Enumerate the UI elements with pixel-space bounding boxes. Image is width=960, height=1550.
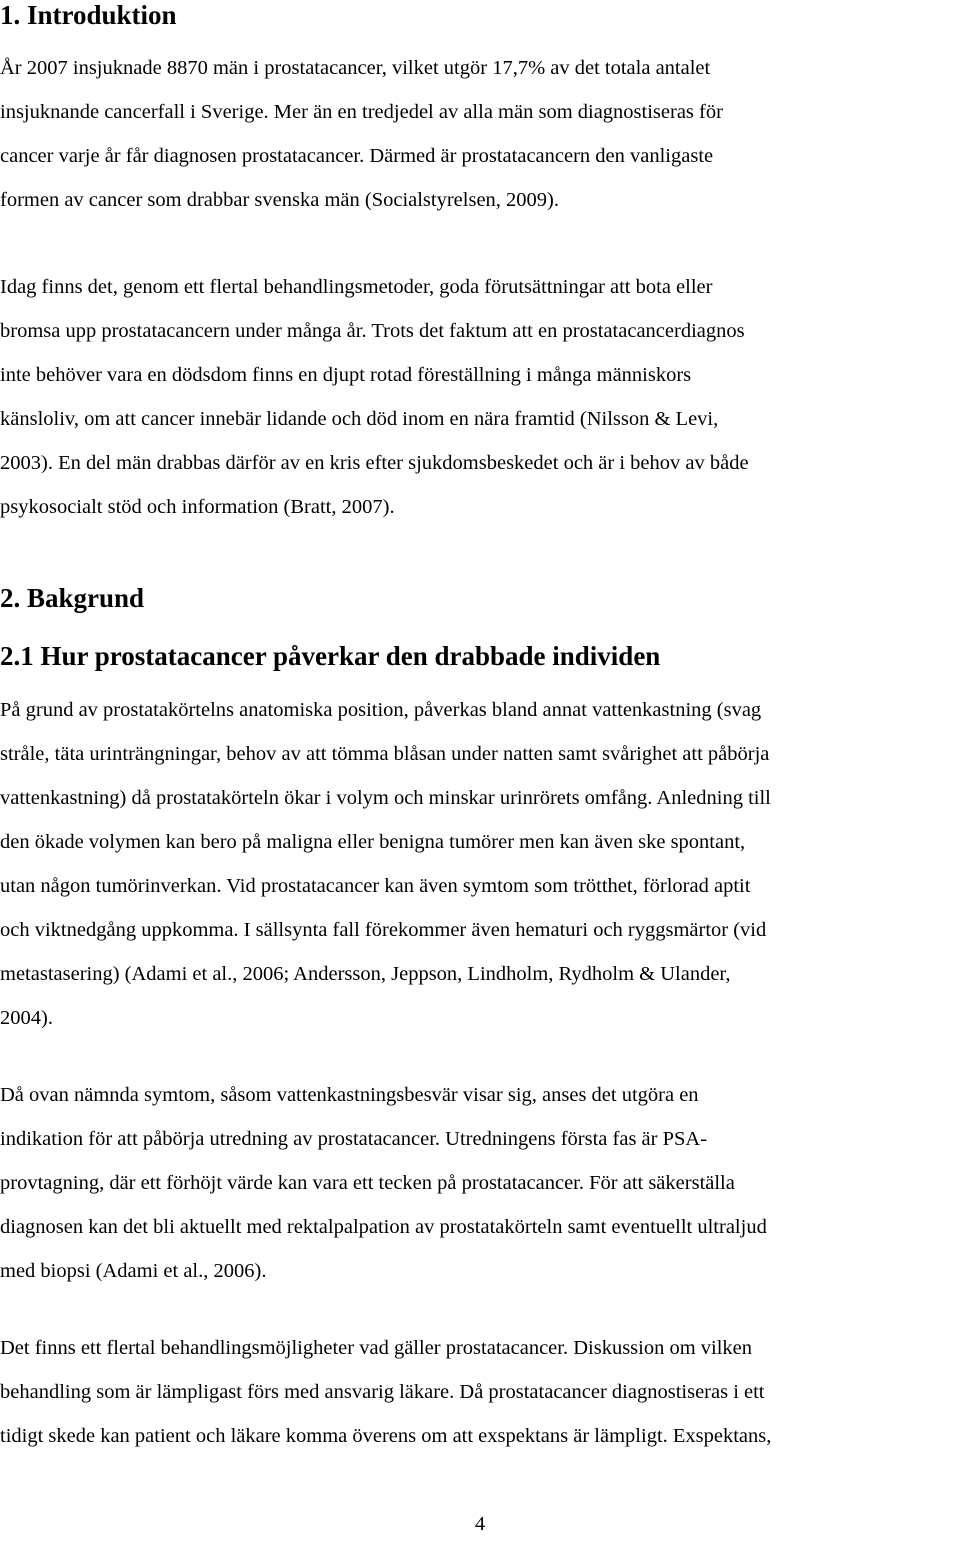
background-paragraph-1 bbox=[0, 688, 960, 1040]
text-line: Då ovan nämnda symtom, såsom vattenkastningsbesvär visar sig, anses det utgöra en bbox=[0, 1084, 699, 1106]
text-line: med biopsi (Adami et al., 2006). bbox=[0, 1260, 267, 1282]
section-heading-introduktion: 1. Introduktion bbox=[0, 0, 177, 30]
intro-paragraph-1 bbox=[0, 46, 960, 222]
text-line: den ökade volymen kan bero på maligna eller benigna tumörer men kan även ske spontant, bbox=[0, 831, 746, 853]
text-line: 2004). bbox=[0, 1007, 53, 1029]
text-line: indikation för att påbörja utredning av prostatacancer. Utredningens första fas är PSA- bbox=[0, 1128, 708, 1150]
subsection-heading: 2.1 Hur prostatacancer påverkar den drabbade individen bbox=[0, 641, 661, 671]
text-line: Det finns ett flertal behandlingsmöjligheter vad gäller prostatacancer. Diskussion om vilken bbox=[0, 1337, 753, 1359]
text-line: bromsa upp prostatacancern under många år. Trots det faktum att en prostatacancerdiagnos bbox=[0, 320, 745, 342]
text-line: stråle, täta urinträngningar, behov av att tömma blåsan under natten samt svårighet att påbörja bbox=[0, 743, 770, 765]
text-line: År 2007 insjuknade 8870 män i prostatacancer, vilket utgör 17,7% av det totala antalet bbox=[0, 57, 711, 79]
text-line: utan någon tumörinverkan. Vid prostatacancer kan även symtom som trötthet, förlorad aptit bbox=[0, 875, 751, 897]
text-line: inte behöver vara en dödsdom finns en djupt rotad föreställning i många människors bbox=[0, 364, 692, 386]
text-line: metastasering) (Adami et al., 2006; Andersson, Jeppson, Lindholm, Rydholm & Ulander, bbox=[0, 963, 731, 985]
text-line: diagnosen kan det bli aktuellt med rektalpalpation av prostatakörteln samt eventuellt ultraljud bbox=[0, 1216, 767, 1238]
intro-paragraph-2 bbox=[0, 265, 960, 529]
text-line: psykosocialt stöd och information (Bratt, 2007). bbox=[0, 496, 395, 518]
background-paragraph-3 bbox=[0, 1326, 960, 1458]
text-line: insjuknande cancerfall i Sverige. Mer än en tredjedel av alla män som diagnostiseras för bbox=[0, 101, 723, 123]
text-line: känsloliv, om att cancer innebär lidande och död inom en nära framtid (Nilsson & Levi, bbox=[0, 408, 719, 430]
text-line: provtagning, där ett förhöjt värde kan vara ett tecken på prostatacancer. För att säkerställa bbox=[0, 1172, 735, 1194]
text-line: Idag finns det, genom ett flertal behandlingsmetoder, goda förutsättningar att bota eller bbox=[0, 276, 713, 298]
page-number: 4 bbox=[474, 1513, 486, 1535]
text-line: tidigt skede kan patient och läkare komma överens om att exspektans är lämpligt. Exspektans, bbox=[0, 1425, 772, 1447]
section-heading-bakgrund: 2. Bakgrund bbox=[0, 583, 145, 613]
text-line: cancer varje år får diagnosen prostatacancer. Därmed är prostatacancern den vanligaste bbox=[0, 145, 714, 167]
text-line: behandling som är lämpligast förs med ansvarig läkare. Då prostatacancer diagnostiseras i ett bbox=[0, 1381, 765, 1403]
text-line: formen av cancer som drabbar svenska män (Socialstyrelsen, 2009). bbox=[0, 189, 560, 211]
background-paragraph-2 bbox=[0, 1073, 960, 1293]
text-line: 2003). En del män drabbas därför av en kris efter sjukdomsbeskedet och är i behov av både bbox=[0, 452, 749, 474]
text-line: vattenkastning) då prostatakörteln ökar i volym och minskar urinrörets omfång. Anledning till bbox=[0, 787, 771, 809]
text-line: och viktnedgång uppkomma. I sällsynta fall förekommer även hematuri och ryggsmärtor (vid bbox=[0, 919, 767, 941]
text-line: På grund av prostatakörtelns anatomiska position, påverkas bland annat vattenkastning (svag bbox=[0, 699, 762, 721]
